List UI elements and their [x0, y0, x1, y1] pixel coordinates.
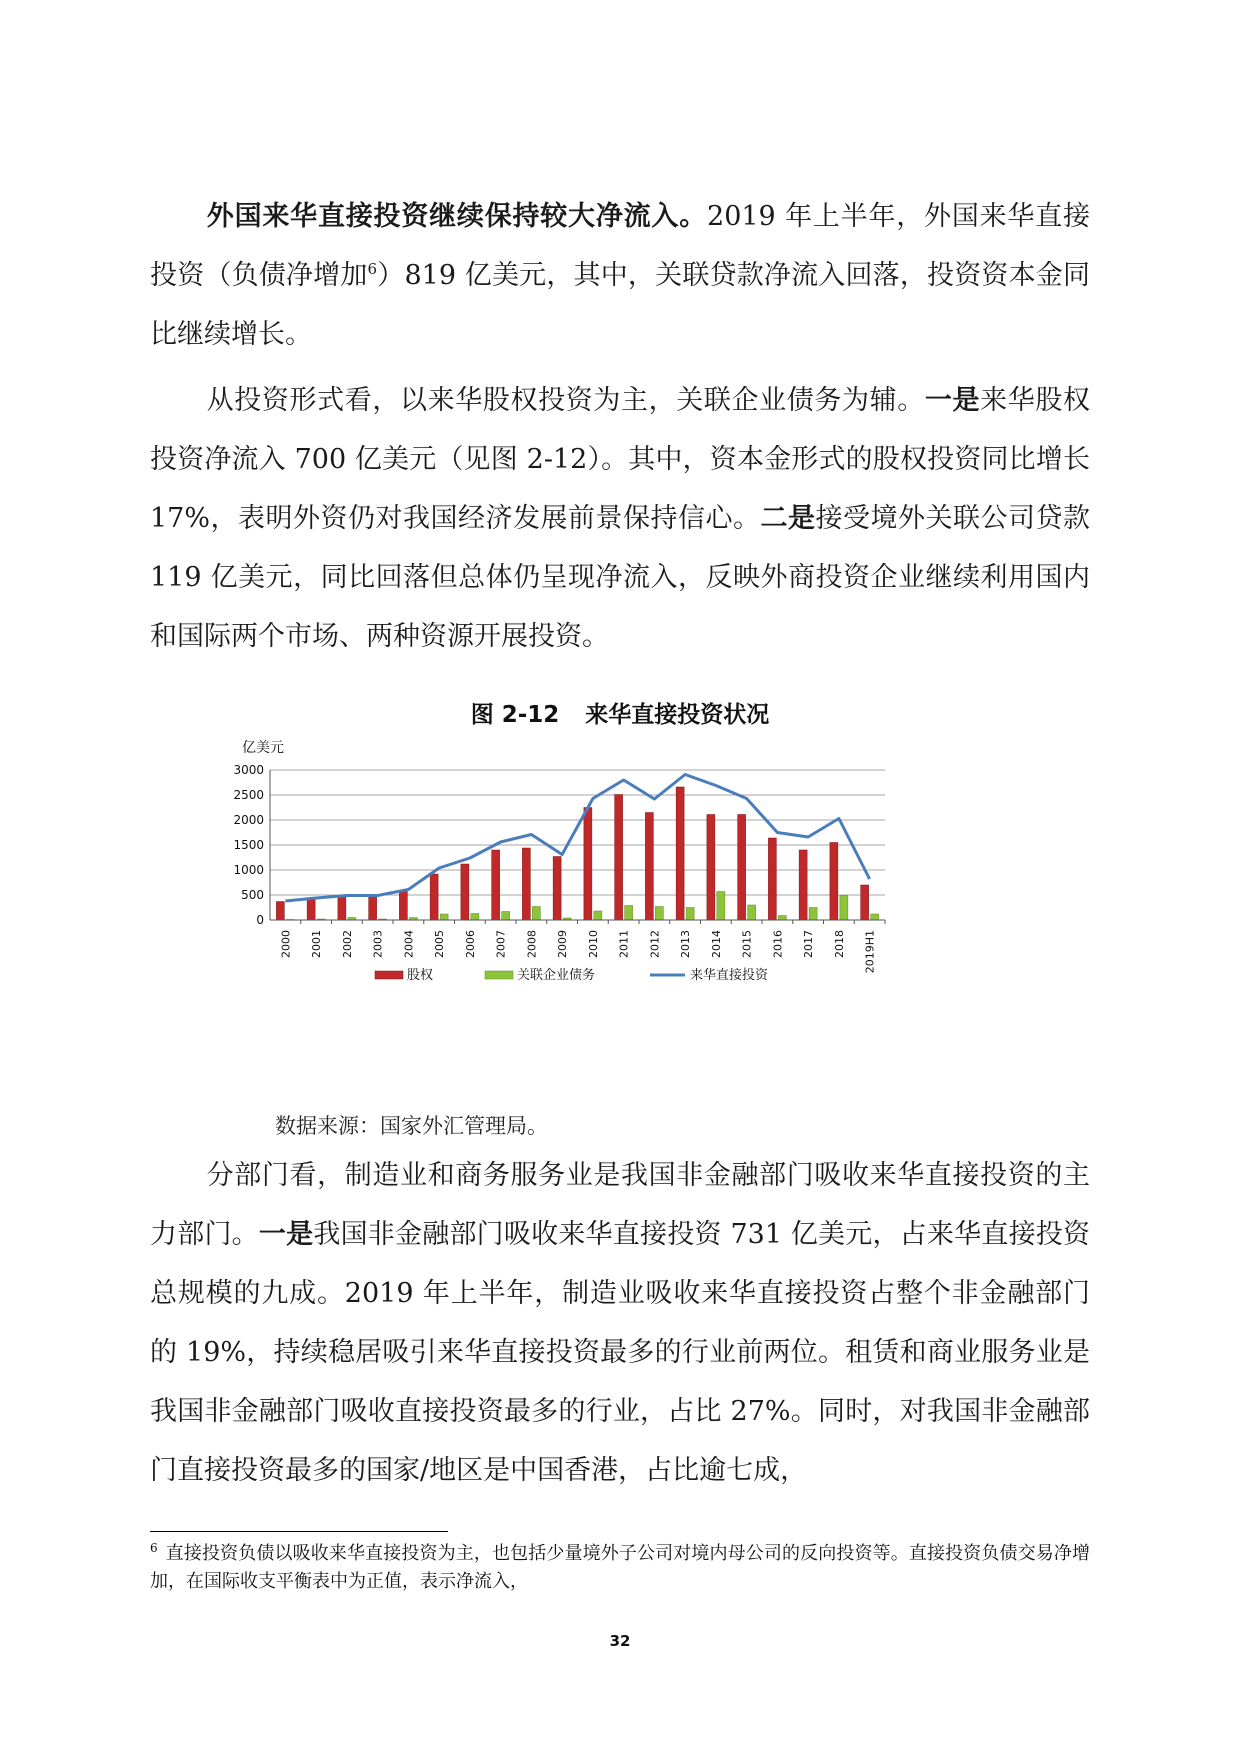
bar-equity-2016 [768, 838, 776, 920]
x-tick-label: 2008 [525, 930, 539, 958]
footnote-divider [150, 1531, 448, 1532]
x-tick-label: 2009 [556, 930, 570, 958]
bar-equity-2017 [799, 850, 807, 920]
bar-debt-2010 [594, 911, 602, 920]
bar-equity-2004 [399, 892, 407, 921]
bar-debt-2016 [778, 916, 786, 921]
bar-equity-2011 [615, 795, 623, 921]
x-tick-label: 2000 [279, 930, 293, 958]
bar-debt-2017 [809, 908, 817, 921]
bar-equity-2018 [830, 843, 838, 921]
x-tick-label: 2017 [802, 930, 816, 958]
chart-gridlines [270, 770, 885, 895]
x-tick-label: 2007 [494, 930, 508, 958]
paragraph-foreign-direct-investment: 外国来华直接投资继续保持较大净流入。2019 年上半年，外国来华直接投资（负债净增加$^6$）819 亿美元，其中，关联贷款净流入回落，投资资本金同比继续增长。 [150, 201, 1091, 350]
x-tick-label: 2010 [586, 930, 600, 958]
paragraph-investment-form: 从投资形式看，以来华股权投资为主，关联企业债务为辅。一是来华股权投资净流入 700 亿美元（见图 2-12）。其中，资本金形式的股权投资同比增长 17%，表明外资仍对我国经济发展前景保持信心。二是接受境外关联公司贷款 119 亿美元，同比回落但总体仍呈现净流入，反映外商投资企业继续利用国内和国际两个市场、两种资源开展投资。 [150, 385, 1091, 652]
bar-equity-2012 [645, 813, 653, 921]
bar-equity-2003 [369, 897, 377, 921]
bar-debt-2006 [471, 914, 479, 921]
bar-debt-2012 [655, 907, 663, 921]
figure-title: 图 2-12 来华直接投资状况 [470, 702, 770, 728]
bar-equity-2015 [738, 815, 746, 921]
x-tick-label: 2018 [832, 930, 846, 958]
bar-debt-2008 [532, 907, 540, 921]
data-source: 数据来源：国家外汇管理局。 [275, 1114, 548, 1138]
x-tick-label: 2012 [648, 930, 662, 958]
x-tick-label: 2003 [371, 930, 385, 958]
legend-swatch-debt [485, 971, 513, 979]
chart-line [285, 775, 869, 902]
bar-debt-2018 [840, 896, 848, 921]
legend-label-debt: 关联企业债务 [517, 968, 596, 983]
chart-axes [270, 770, 885, 924]
bar-equity-2009 [553, 857, 561, 921]
bar-equity-2006 [461, 864, 469, 920]
bar-equity-2001 [307, 899, 315, 920]
legend-label-line: 来华直接投资 [690, 968, 769, 983]
bar-debt-2013 [686, 908, 694, 921]
x-tick-label: 2013 [679, 930, 693, 958]
x-tick-label: 2014 [709, 930, 723, 958]
bar-debt-2015 [748, 905, 756, 920]
footnote [150, 1540, 1090, 1596]
paragraph-sector-analysis: 分部门看，制造业和商务服务业是我国非金融部门吸收来华直接投资的主力部门。一是我国非金融部门吸收来华直接投资 731 亿美元，占来华直接投资总规模的九成。2019 年上半年，制造业吸收来华直接投资占整个非金融部门的 19%，持续稳居吸引来华直接投资最多的行业前两位。租赁和商业服务业是我国非金融部门吸收直接投资最多的行业，占比 27%。同时，对我国非金融部门直接投资最多的国家/地区是中国香港，占比逾七成， [150, 1160, 1091, 1486]
bar-debt-2019H1 [871, 914, 879, 920]
y-axis-unit: 亿美元 [242, 740, 284, 756]
chart-legend [375, 967, 769, 983]
legend-label-equity: 股权 [407, 968, 434, 983]
bar-equity-2013 [676, 787, 684, 920]
bar-equity-2008 [522, 848, 530, 920]
bar-equity-2007 [492, 850, 500, 920]
page-number: 32 [609, 1632, 631, 1650]
legend-swatch-equity [375, 971, 403, 979]
bar-equity-2002 [338, 897, 346, 920]
x-tick-label: 2005 [433, 930, 447, 958]
chart-bars [276, 787, 878, 920]
bar-equity-2010 [584, 808, 592, 921]
x-axis-ticks [279, 930, 876, 973]
line-fdi-total [285, 775, 869, 902]
x-tick-label: 2006 [463, 930, 477, 958]
y-axis-ticks [233, 763, 264, 927]
bar-debt-2014 [717, 892, 725, 921]
y-tick-label: 0 [256, 913, 264, 927]
x-tick-label: 2004 [402, 930, 416, 958]
x-tick-label: 2011 [617, 930, 631, 958]
footnote-mark: 6 [150, 1541, 158, 1555]
x-tick-label: 2001 [310, 930, 324, 958]
y-tick-label: 3000 [233, 763, 264, 777]
bar-equity-2005 [430, 874, 438, 920]
x-tick-label: 2015 [740, 930, 754, 958]
y-tick-label: 1000 [233, 863, 264, 877]
bar-equity-2014 [707, 815, 715, 921]
footnote-ref: 6 [367, 260, 378, 278]
bar-debt-2007 [502, 912, 510, 921]
fdi-chart [230, 732, 1010, 1107]
bar-equity-2019H1 [861, 885, 869, 920]
bar-debt-2011 [625, 906, 633, 921]
bar-debt-2005 [440, 914, 448, 920]
x-tick-label: 2016 [771, 930, 785, 958]
x-tick-label: 2002 [340, 930, 354, 958]
x-tick-label: 2019H1 [863, 930, 877, 974]
bar-equity-2000 [276, 902, 284, 921]
y-tick-label: 500 [241, 888, 264, 902]
y-tick-label: 2500 [233, 788, 264, 802]
y-tick-label: 1500 [233, 838, 264, 852]
y-tick-label: 2000 [233, 813, 264, 827]
bold-heading: 外国来华直接投资继续保持较大净流入。 [206, 201, 708, 232]
footnote-text: 直接投资负债以吸收来华直接投资为主，也包括少量境外子公司对境内母公司的反向投资等。直接投资负债交易净增加，在国际收支平衡表中为正值，表示净流入， [150, 1543, 1090, 1592]
